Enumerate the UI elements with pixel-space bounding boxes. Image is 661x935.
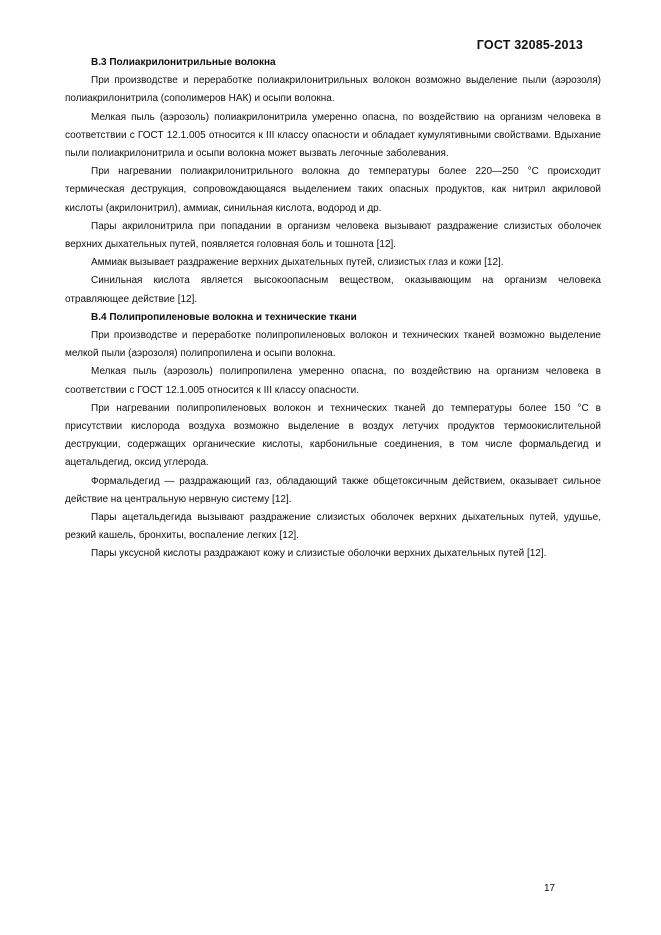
paragraph: При нагревании полипропиленовых волокон и технических тканей до температуры более 150 °С в присутствии кислорода воздуха возможно выделение в воздух летучих продуктов термоокислительной деструкции, содержащих органические кислоты, карбонильные соединения, в том числе формальдегид и ацетальдегид, оксид углерода. xyxy=(65,402,601,469)
section-heading: В.4 Полипропиленовые волокна и технические ткани xyxy=(91,311,357,323)
paragraph: При производстве и переработке полиакрилонитрильных волокон возможно выделение пыли (аэрозоля) полиакрилонитрила (сополимеров НАК) и осыпи волокна. xyxy=(65,75,601,105)
page-body xyxy=(65,54,601,564)
page-number: 17 xyxy=(544,883,556,894)
paragraph: Мелкая пыль (аэрозоль) полипропилена умеренно опасна, по воздействию на организм человека в соответствии с ГОСТ 12.1.005 относится к III классу опасности. xyxy=(65,366,601,396)
paragraph: Формальдегид — раздражающий газ, обладающий также общетоксичным действием, оказывает сильное действие на центральную нервную систему [12]. xyxy=(65,475,601,505)
paragraph: При производстве и переработке полипропиленовых волокон и технических тканей возможно выделение мелкой пыли (аэрозоля) полипропилена и осыпи волокна. xyxy=(65,330,601,360)
standard-number: ГОСТ 32085-2013 xyxy=(476,38,583,52)
section-heading: В.3 Полиакрилонитрильные волокна xyxy=(91,57,276,68)
paragraph: Мелкая пыль (аэрозоль) полиакрилонитрила умеренно опасна, по воздействию на организм человека в соответствии с ГОСТ 12.1.005 относится к III классу опасности и обладает кумулятивными свойствами. Вдыхание пыли полиакрилонитрила и осыпи волокна может вызвать легочные заболевания. xyxy=(65,111,601,160)
paragraph: При нагревании полиакрилонитрильного волокна до температуры более 220—250 °С происходит термическая деструкция, сопровождающаяся выделением таких опасных продуктов, как нитрил акриловой кислоты (акрилонитрил), аммиак, синильная кислота, водород и др. xyxy=(65,166,601,214)
paragraph: Пары ацетальдегида вызывают раздражение слизистых оболочек верхних дыхательных путей, удушье, резкий кашель, бронхиты, воспаление легких [12]. xyxy=(65,512,601,542)
paragraph: Аммиак вызывает раздражение верхних дыхательных путей, слизистых глаз и кожи [12]. xyxy=(91,257,504,269)
paragraph: Синильная кислота является высокоопасным веществом, оказывающим на организм человека отравляющее действие [12]. xyxy=(65,275,601,305)
paragraph: Пары акрилонитрила при попадании в организм человека вызывают раздражение слизистых оболочек верхних дыхательных путей, появляется головная боль и тошнота [12]. xyxy=(65,220,601,251)
paragraph: Пары уксусной кислоты раздражают кожу и слизистые оболочки верхних дыхательных путей [12]. xyxy=(91,548,547,560)
